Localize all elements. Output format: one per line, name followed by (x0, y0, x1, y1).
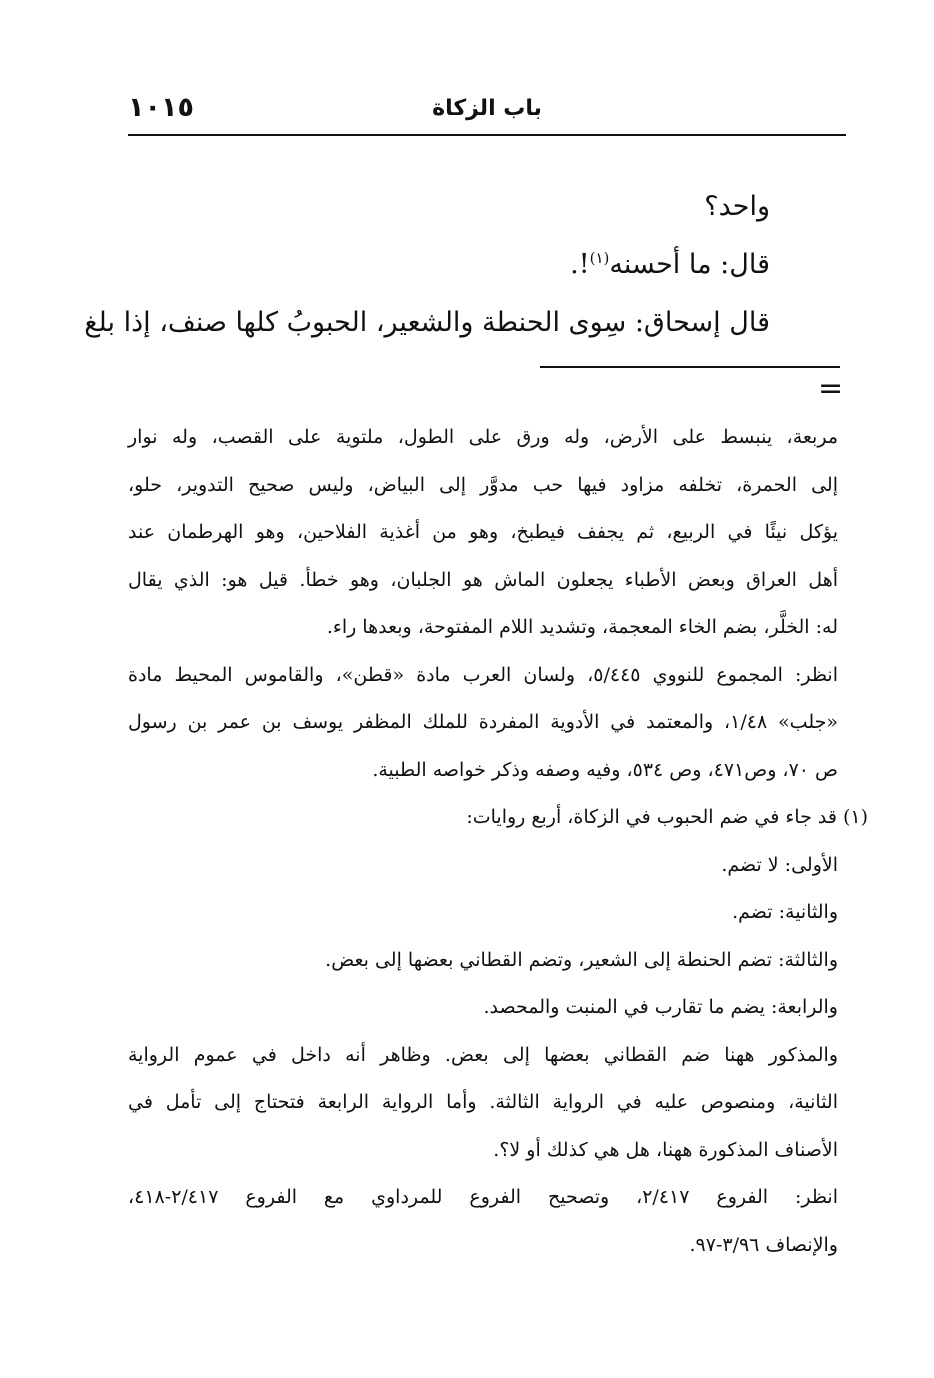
footnote-line: والرابعة: يضم ما تقارب في المنبت والمحصد. (483, 996, 838, 1018)
footnote-separator (540, 366, 840, 368)
footnote-line: والمذكور ههنا ضم القطاني بعضها إلى بعض. وظاهر أنه داخل في عموم الرواية (128, 1043, 838, 1066)
main-line-2-end: !. (570, 249, 590, 280)
main-line-1: واحد؟ (704, 191, 770, 222)
footnotes (128, 414, 868, 1269)
main-line-2-text: قال: ما أحسنه (609, 249, 770, 280)
continuation-mark: = (818, 371, 844, 406)
footnote-line: إلى الحمرة، تخلفه مزاود فيها حب مدوَّر إلى البياض، وليس صحيح التدوير، حلو، (128, 473, 838, 496)
main-line-2 (120, 236, 770, 294)
footnote-line: «جلب» ١/٤٨، والمعتمد في الأدوية المفردة للملك المظفر يوسف بن عمر بن رسول (128, 711, 838, 733)
page-header (0, 0, 934, 140)
footnote-line: الأولى: لا تضم. (721, 853, 838, 876)
footnote-line: انظر: الفروع ٢/٤١٧، وتصحيح الفروع للمرداوي مع الفروع ٢/٤١٧-٤١٨، (128, 1186, 838, 1208)
footnote-reference[interactable]: (١) (589, 249, 610, 267)
footnote-line: والثالثة: تضم الحنطة إلى الشعير، وتضم القطاني بعضها إلى بعض. (325, 948, 838, 971)
page-number: ١٠١٥ (128, 92, 194, 123)
footnote-line: أهل العراق وبعض الأطباء يجعلون الماش هو الجلبان، وهو خطأ. قيل هو: الذي يقال (128, 568, 838, 591)
footnote-line: له: الخلَّر، بضم الخاء المعجمة، وتشديد اللام المفتوحة، وبعدها راء. (326, 616, 838, 638)
main-line-3: قال إسحاق: سِوى الحنطة والشعير، الحبوبُ كلها صنف، إذا بلغ (84, 307, 770, 338)
footnote-line: مربعة، ينبسط على الأرض، وله ورق على الطول، ملتوية على القصب، وله نوار (128, 426, 838, 448)
footnote-line: والثانية: تضم. (732, 901, 838, 923)
footnote-line: الثانية، ومنصوص عليه في الرواية الثالثة. وأما الرواية الرابعة فتحتاج إلى تأمل في (128, 1091, 838, 1113)
footnote-line: انظر: المجموع للنووي ٥/٤٤٥، ولسان العرب مادة «قطن»، والقاموس المحيط مادة (128, 663, 838, 686)
footnote-line: (١) قد جاء في ضم الحبوب في الزكاة، أربع روايات: (466, 806, 868, 828)
footnote-line: الأصناف المذكورة ههنا، هل هي كذلك أو لا؟. (493, 1138, 838, 1161)
header-rule (128, 134, 846, 136)
running-head: باب الزكاة (432, 96, 542, 121)
footnote-line: والإنصاف ٣/٩٦-٩٧. (689, 1233, 838, 1256)
main-text (84, 178, 770, 352)
footnote-line: ص ٧٠، وص٤٧١، وص ٥٣٤، وفيه وصفه وذكر خواصه الطبية. (372, 758, 838, 781)
footnote-line: يؤكل نيئًا في الربيع، ثم يجفف فيطبخ، وهو من أغذية الفلاحين، وهو الهرطمان عند (128, 521, 838, 543)
